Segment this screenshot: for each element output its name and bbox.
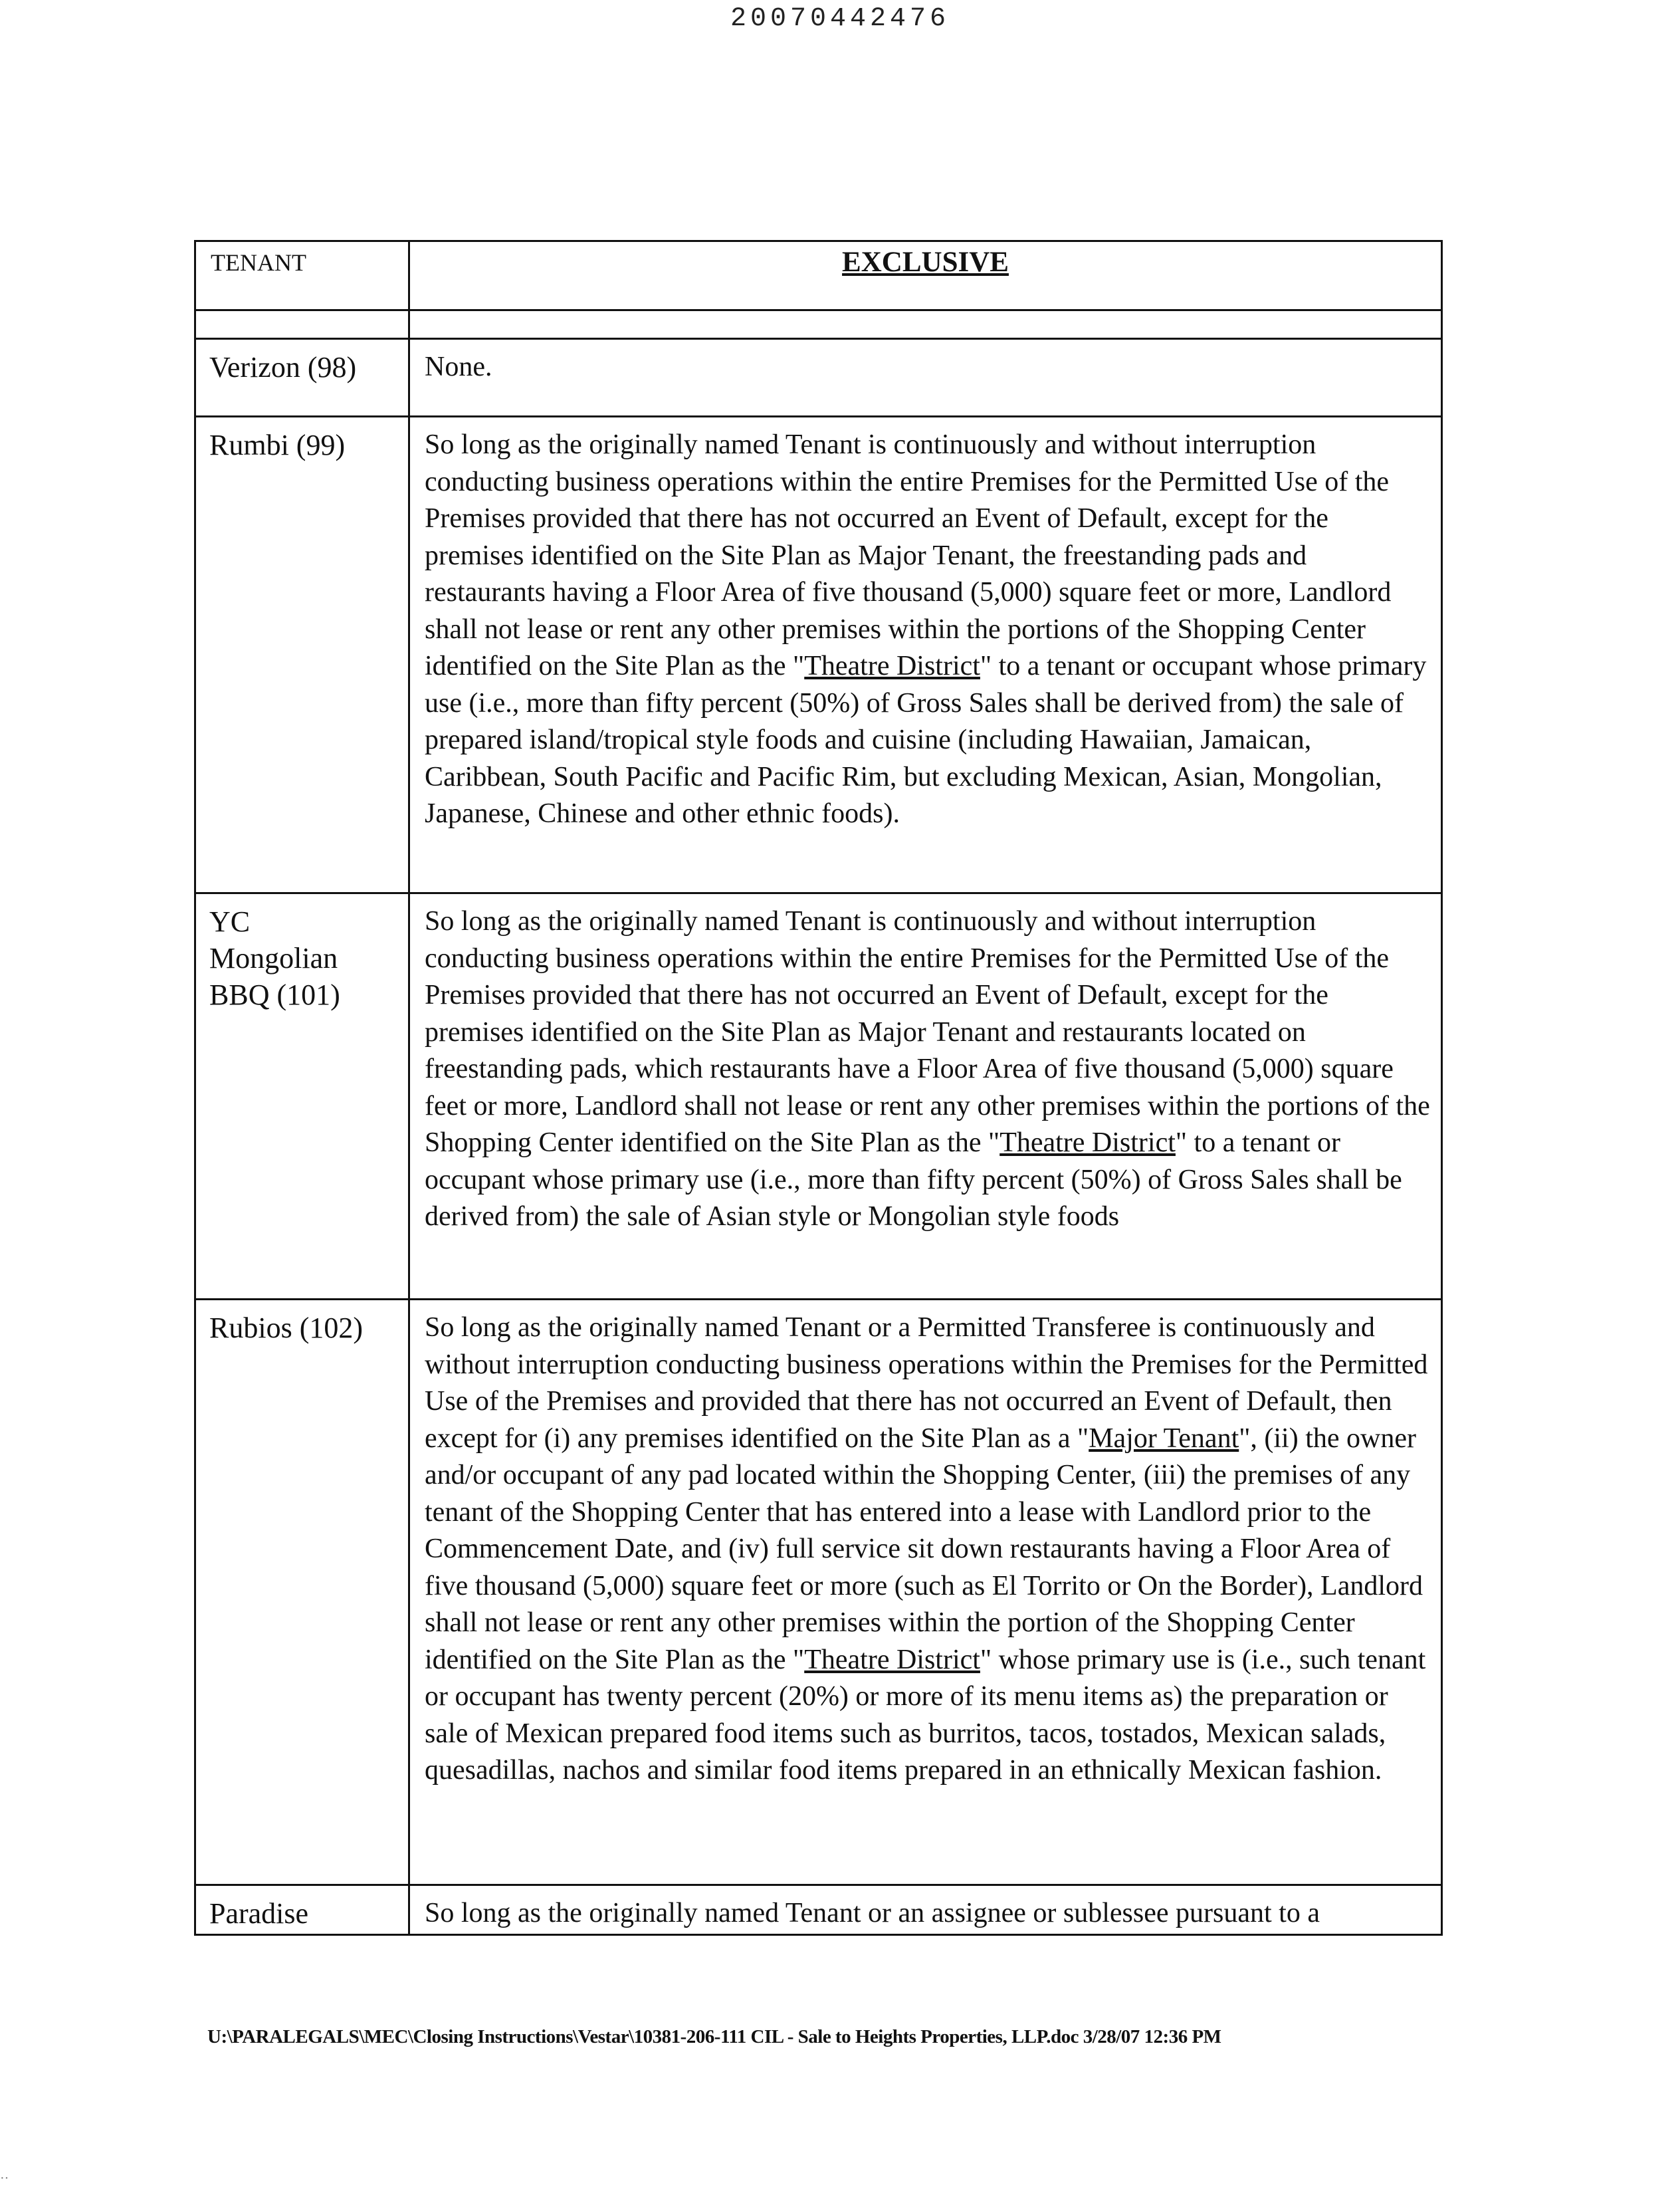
exclusive-text-segment: So long as the originally named Tenant is continuously and without interruption conducting business operations within the entire Premises for the Permitted Use of the Premises provided that there has not occurred an Event of Default, except for the premises identified on the Site Plan as Major Tenant and restaurants located on freestanding pads, which restaurants have a Floor Area of five thousand (5,000) square feet or more, Landlord shall not lease or rent any other premises within the portions of the Shopping Center identified on the Site Plan as the " bbox=[425, 906, 1430, 1158]
tenant-name-line: YC bbox=[209, 905, 251, 938]
table-spacer-row bbox=[195, 310, 1442, 339]
spacer-cell bbox=[409, 310, 1442, 339]
tenant-name: Paradise bbox=[195, 1885, 409, 1935]
exclusive-text bbox=[409, 1300, 1442, 1885]
underlined-term: Theatre District bbox=[804, 651, 980, 681]
exclusive-text-segment: ", (ii) the owner and/or occupant of any pad located within the Shopping Center, (iii) the premises of any tenant of the Shopping Center that has entered into a lease with Landlord prior to the Commencement Date, and (iv) full service sit down restaurants having a Floor Area of five thousand (5,000) square feet or more (such as El Torrito or On the Border), Landlord shall not lease or rent any other premises within the portion of the Shopping Center identified on the Site Plan as the " bbox=[425, 1423, 1423, 1675]
file-path-footer: U:\PARALEGALS\MEC\Closing Instructions\Vestar\10381-206-111 CIL - Sale to Heights Properties, LLP.doc 3/28/07 12:36 PM bbox=[207, 2026, 1221, 2047]
spacer-cell bbox=[195, 310, 409, 339]
table-row bbox=[195, 893, 1442, 1300]
underlined-term: Major Tenant bbox=[1089, 1423, 1239, 1454]
exclusive-text-segment: So long as the originally named Tenant or a Permitted Transferee is continuously and without interruption conducting business operations within the Premises for the Permitted Use of the Premises and provided that there has not occurred an Event of Default, then except for (i) any premises identified on the Site Plan as a " bbox=[425, 1312, 1428, 1454]
exclusive-text: None. bbox=[409, 339, 1442, 417]
exclusive-text-segment: " to a tenant or occupant whose primary use (i.e., more than fifty percent (50%) of Gross Sales shall be derived from) the sale of prepared island/tropical style foods and cuisine (including Hawaiian, Jamaican, Caribbean, South Pacific and Pacific Rim, but excluding Mexican, Asian, Mongolian, Japanese, Chinese and other ethnic foods). bbox=[425, 651, 1427, 829]
table-row bbox=[195, 417, 1442, 893]
tenant-name-line: Mongolian bbox=[209, 942, 338, 975]
scan-artifact: ·· bbox=[0, 2171, 9, 2186]
tenant-exclusives-table bbox=[194, 240, 1443, 1936]
exclusive-text bbox=[409, 417, 1442, 893]
exclusive-text-segment: " to a tenant or occupant whose primary use (i.e., more than fifty percent (50%) of Gross Sales shall be derived from) the sale of Asian style or Mongolian style foods bbox=[425, 1127, 1402, 1232]
tenant-name bbox=[195, 893, 409, 1300]
exclusive-text: So long as the originally named Tenant or an assignee or sublessee pursuant to a bbox=[409, 1885, 1442, 1935]
exclusive-text-segment: So long as the originally named Tenant is continuously and without interruption conducting business operations within the entire Premises for the Permitted Use of the Premises provided that there has not occurred an Event of Default, except for the premises identified on the Site Plan as Major Tenant, the freestanding pads and restaurants having a Floor Area of five thousand (5,000) square feet or more, Landlord shall not lease or rent any other premises within the portions of the Shopping Center identified on the Site Plan as the " bbox=[425, 429, 1392, 681]
table-row bbox=[195, 1885, 1442, 1935]
document-number: 20070442476 bbox=[730, 4, 950, 34]
tenant-name-line: BBQ (101) bbox=[209, 979, 340, 1011]
table-row bbox=[195, 1300, 1442, 1885]
underlined-term: Theatre District bbox=[999, 1127, 1176, 1158]
exclusive-text-segment: " whose primary use is (i.e., such tenant or occupant has twenty percent (20%) or more of its menu items as) the preparation or sale of Mexican prepared food items such as burritos, tacos, tostados, Mexican salads, quesadillas, nachos and similar food items prepared in an ethnically Mexican fashion. bbox=[425, 1644, 1426, 1786]
underlined-term: Theatre District bbox=[804, 1644, 980, 1675]
tenant-name: Rumbi (99) bbox=[195, 417, 409, 893]
tenant-column-header: TENANT bbox=[195, 241, 409, 310]
table-header-row bbox=[195, 241, 1442, 310]
table-row bbox=[195, 339, 1442, 417]
exclusive-column-header: EXCLUSIVE bbox=[409, 241, 1442, 310]
tenant-name: Rubios (102) bbox=[195, 1300, 409, 1885]
exclusive-text bbox=[409, 893, 1442, 1300]
tenant-name: Verizon (98) bbox=[195, 339, 409, 417]
